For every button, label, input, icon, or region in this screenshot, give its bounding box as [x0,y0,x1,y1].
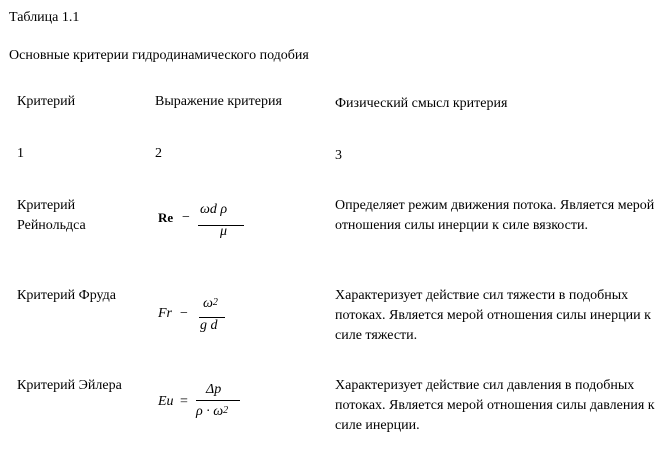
table-caption: Таблица 1.1 [9,10,80,25]
formula-lhs: Fr [158,306,172,321]
formula-operator: = [180,394,188,409]
formula-denominator: μ [220,224,228,239]
formula-numerator: Δp [206,382,222,397]
header-criterion: Критерий [17,94,76,109]
formula-denominator: g d [200,318,218,333]
header-expression: Выражение критерия [155,94,282,109]
column-number-1: 1 [17,146,24,161]
criterion-name: Критерий Рейнольдса [17,198,86,233]
formula-operator: − [180,306,188,321]
criterion-meaning: Определяет режим движения потока. Является мерой отношения силы инерции к силе вязкости. [335,198,655,233]
criterion-name: Критерий Эйлера [17,378,122,393]
criterion-meaning: Характеризует действие сил давления в подобных потоках. Является мерой отношения силы давления к силе инерции. [335,378,655,433]
fraction-bar [199,317,225,318]
formula-lhs: Eu [158,394,174,409]
column-number-3: 3 [335,148,342,163]
header-meaning: Физический смысл критерия [335,96,508,111]
criterion-name: Критерий Фруда [17,288,116,303]
fraction-bar [198,225,244,226]
formula-denominator: $\rho \cdot \omega^2$ [196,404,229,419]
table-title: Основные критерии гидродинамического подобия [9,48,309,63]
formula-numerator: ωd ρ [200,202,228,217]
formula-lhs: Re [158,210,174,225]
formula-operator: − [182,210,190,225]
fraction-bar [196,400,240,401]
criterion-meaning: Характеризует действие сил тяжести в подобных потоках. Является мерой отношения силы инерции к силе тяжести. [335,288,651,343]
column-number-2: 2 [155,146,162,161]
formula-reynolds [158,204,268,244]
formula-numerator: $\omega^2$ [203,296,218,311]
formula-euler [158,380,268,426]
formula-froude [158,292,268,336]
